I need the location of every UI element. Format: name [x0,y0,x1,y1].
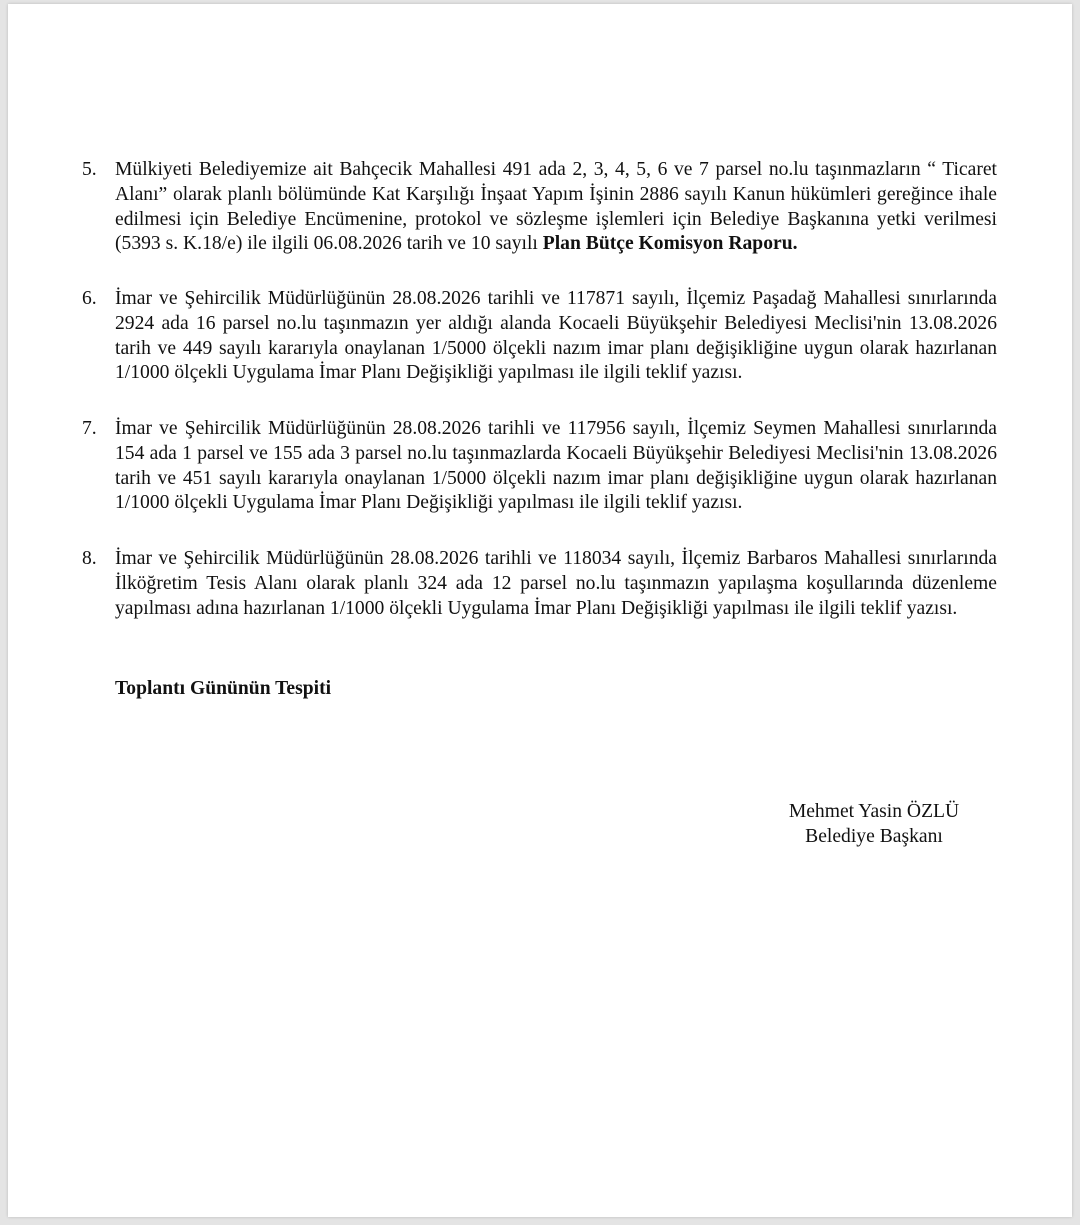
agenda-item-number: 8. [82,548,97,569]
signatory-name: Mehmet Yasin ÖZLÜ [788,801,960,822]
document-body [8,4,1072,1217]
agenda-item-7 [82,417,997,516]
agenda-item-number: 7. [82,418,97,439]
section-heading: Toplantı Gününün Tespiti [115,678,332,699]
agenda-item-text: İmar ve Şehircilik Müdürlüğünün 28.08.2026 tarihli ve 117871 sayılı, İlçemiz Paşadağ Mahallesi sınırlarında 2924 ada 16 parsel no.lu taşınmazın yer aldığı alanda Kocaeli Büyükşehir Belediyesi Meclisi'nin 13.08.2026 tarih ve 449 sayılı kararıyla onaylanan 1/5000 ölçekli nazım imar planı değişikliğine uygun olarak hazırlanan 1/1000 ölçekli Uygulama İmar Planı Değişikliği yapılması ile ilgili teklif yazısı. [115,288,997,384]
agenda-item-body: Mülkiyeti Belediyemize ait Bahçecik Mahallesi 491 ada 2, 3, 4, 5, 6 ve 7 parsel no.lu taşınmazların “ Ticaret Alanı” olarak planlı bölümünde Kat Karşılığı İnşaat Yapım İşinin 2886 sayılı Kanun hükümleri gereğince ihale edilmesi için Belediye Encümenine, protokol ve sözleşme işlemleri için Belediye Başkanına yetki verilmesi (5393 s. K.18/e) ile ilgili 06.08.2026 tarih ve 10 sayılı [115,159,997,255]
agenda-item-5 [82,158,997,257]
document-page [8,4,1072,1217]
agenda-item-text [115,158,997,257]
agenda-item-number: 5. [82,159,97,180]
agenda-item-text: İmar ve Şehircilik Müdürlüğünün 28.08.2026 tarihli ve 117956 sayılı, İlçemiz Seymen Mahallesi sınırlarında 154 ada 1 parsel ve 155 ada 3 parsel no.lu taşınmazlarda Kocaeli Büyükşehir Belediyesi Meclisi'nin 13.08.2026 tarih ve 451 sayılı kararıyla onaylanan 1/5000 ölçekli nazım imar planı değişikliğine uygun olarak hazırlanan 1/1000 ölçekli Uygulama İmar Planı Değişikliği yapılması ile ilgili teklif yazısı. [115,418,997,514]
agenda-item-8 [82,547,997,621]
signature-block [724,800,1024,850]
agenda-item-6 [82,287,997,386]
signatory-title: Belediye Başkanı [805,825,943,847]
agenda-item-text: İmar ve Şehircilik Müdürlüğünün 28.08.2026 tarihli ve 118034 sayılı, İlçemiz Barbaros Mahallesi sınırlarında İlköğretim Tesis Alanı olarak planlı 324 ada 12 parsel no.lu taşınmazın yapılaşma koşullarında düzenleme yapılması adına hazırlanan 1/1000 ölçekli Uygulama İmar Planı Değişikliği yapılması ile ilgili teklif yazısı. [115,548,997,619]
agenda-item-bold-reference: Plan Bütçe Komisyon Raporu. [542,233,798,255]
agenda-item-number: 6. [82,288,97,309]
